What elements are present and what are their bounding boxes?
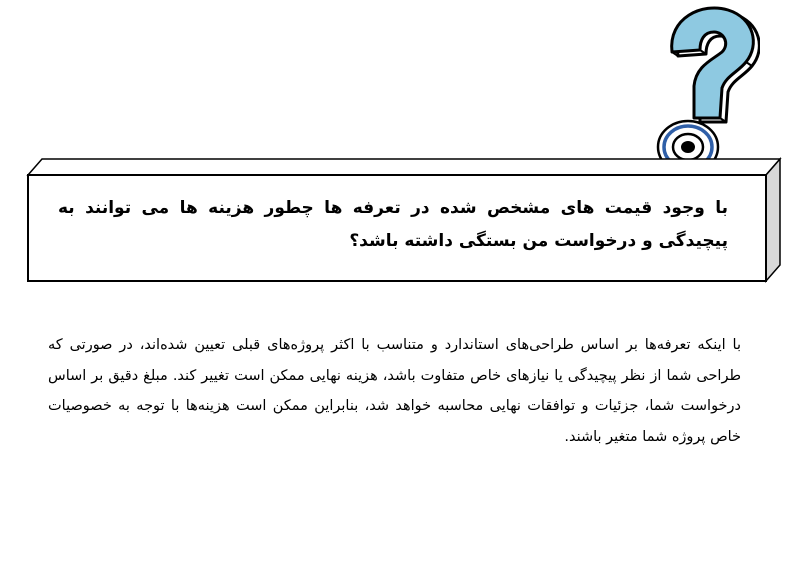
banner-top-face <box>28 159 780 175</box>
question-text: با وجود قیمت های مشخص شده در تعرفه ها چطور هزینه ها می توانند به پیچیدگی و درخواست من بستگی داشته باشد؟ <box>58 198 728 251</box>
banner-side-face <box>766 159 780 281</box>
answer-text: با اینکه تعرفه‌ها بر اساس طراحی‌های استاندارد و متناسب با اکثر پروژه‌های قبلی تعیین شده‌اند، در صورتی که طراحی شما از نظر پیچیدگی یا نیازهای خاص متفاوت باشد، هزینه نهایی ممکن است تغییر کند. مبلغ دقیق بر اساس درخواست شما، جزئیات و توافقات نهایی محاسبه خواهد شد، بنابراین ممکن است هزینه‌ها با توجه به خصوصیات خاص پروژه شما متغیر باشند. <box>48 337 741 445</box>
question-mark-icon <box>650 0 760 175</box>
